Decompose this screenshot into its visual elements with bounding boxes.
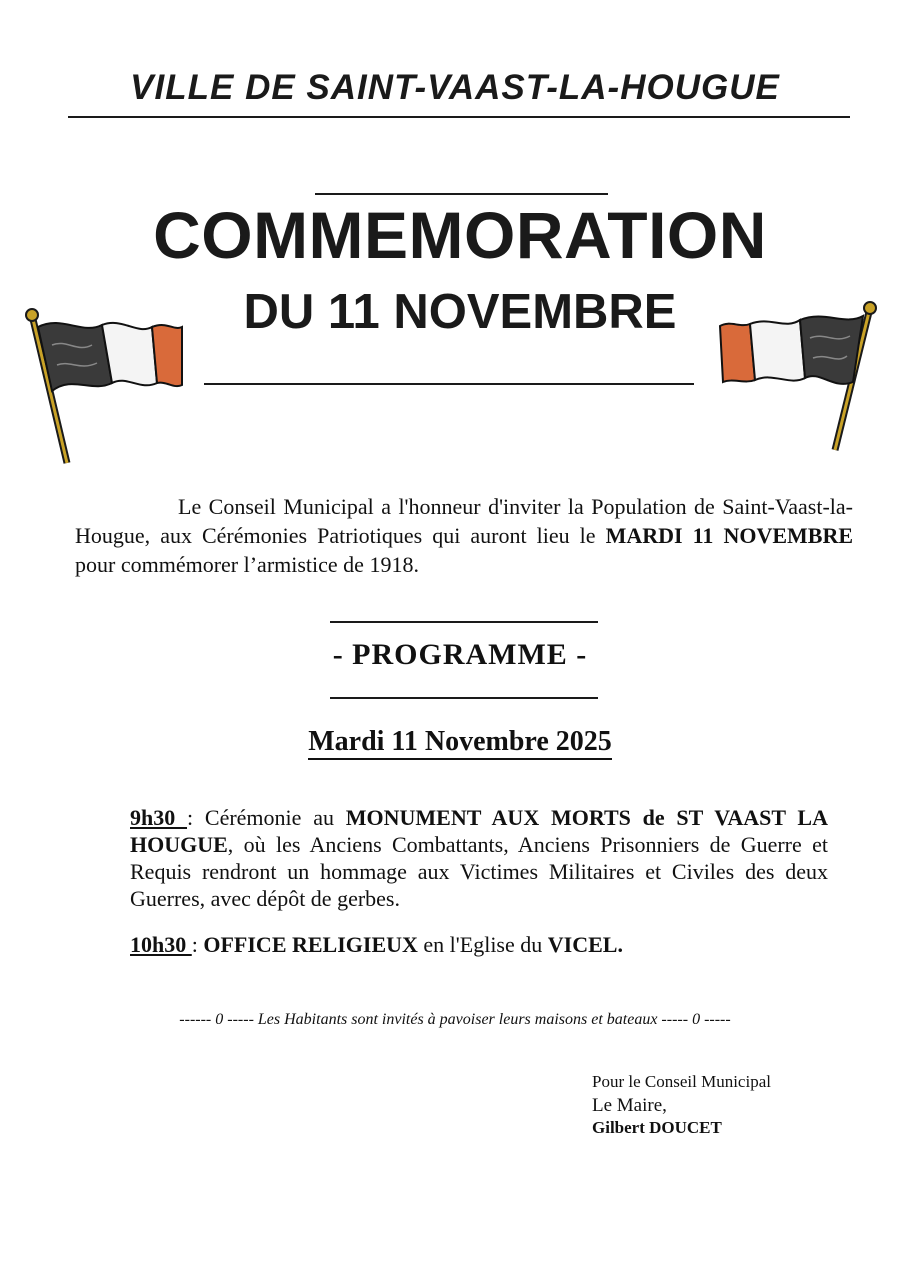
programme-top-rule (330, 621, 598, 623)
event-description: , où les Anciens Combattants, Anciens Prisonniers de Guerre et Requis rendront un hommage aux Victimes Militaires et Civiles des deux Guerres, avec dépôt de gerbes. (130, 832, 828, 911)
event-item-2 (130, 931, 828, 958)
french-flag-left-icon (22, 305, 192, 470)
intro-date-bold: MARDI 11 NOVEMBRE (605, 523, 854, 548)
title-top-rule (315, 193, 608, 195)
flag-notice: ------ 0 ----- Les Habitants sont invités à pavoiser leurs maisons et bateaux ----- 0 ----- (179, 1011, 731, 1028)
town-header: VILLE DE SAINT-VAAST-LA-HOUGUE (130, 68, 780, 107)
event-text: : Cérémonie au (187, 805, 346, 830)
event-time: 10h30 (130, 932, 192, 957)
event-date-text: Mardi 11 Novembre 2025 (308, 726, 612, 760)
page-subtitle: DU 11 NOVEMBRE (243, 285, 677, 339)
event-date-heading (60, 726, 860, 758)
intro-text: Le Conseil Municipal a l'honneur d'inviter la Population de Saint-Vaast-la-Hougue, aux Cérémonies Patriotiques qui auront lieu le (75, 494, 853, 548)
event-place: MONUMENT AUX MORTS de ST VAAST LA HOUGUE (130, 805, 828, 857)
programme-heading: - PROGRAMME - (332, 638, 588, 671)
event-place: VICEL. (547, 932, 623, 957)
programme-bottom-rule (330, 697, 598, 699)
event-description: en l'Eglise du (417, 932, 548, 957)
intro-paragraph (75, 492, 853, 579)
signature-line-2: Le Maire, (592, 1095, 667, 1116)
page-title: COMMEMORATION (153, 198, 767, 272)
event-item-1 (130, 804, 828, 912)
event-text: : (191, 932, 204, 957)
event-title: OFFICE RELIGIEUX (203, 932, 418, 957)
signature-line-1: Pour le Conseil Municipal (592, 1072, 771, 1091)
mayor-name: Gilbert DOUCET (592, 1118, 722, 1137)
french-flag-right-icon (715, 298, 880, 458)
event-time: 9h30 (130, 805, 188, 830)
title-bottom-rule (204, 383, 694, 385)
intro-text-end: pour commémorer l’armistice de 1918. (75, 552, 419, 577)
header-underline (68, 116, 850, 118)
